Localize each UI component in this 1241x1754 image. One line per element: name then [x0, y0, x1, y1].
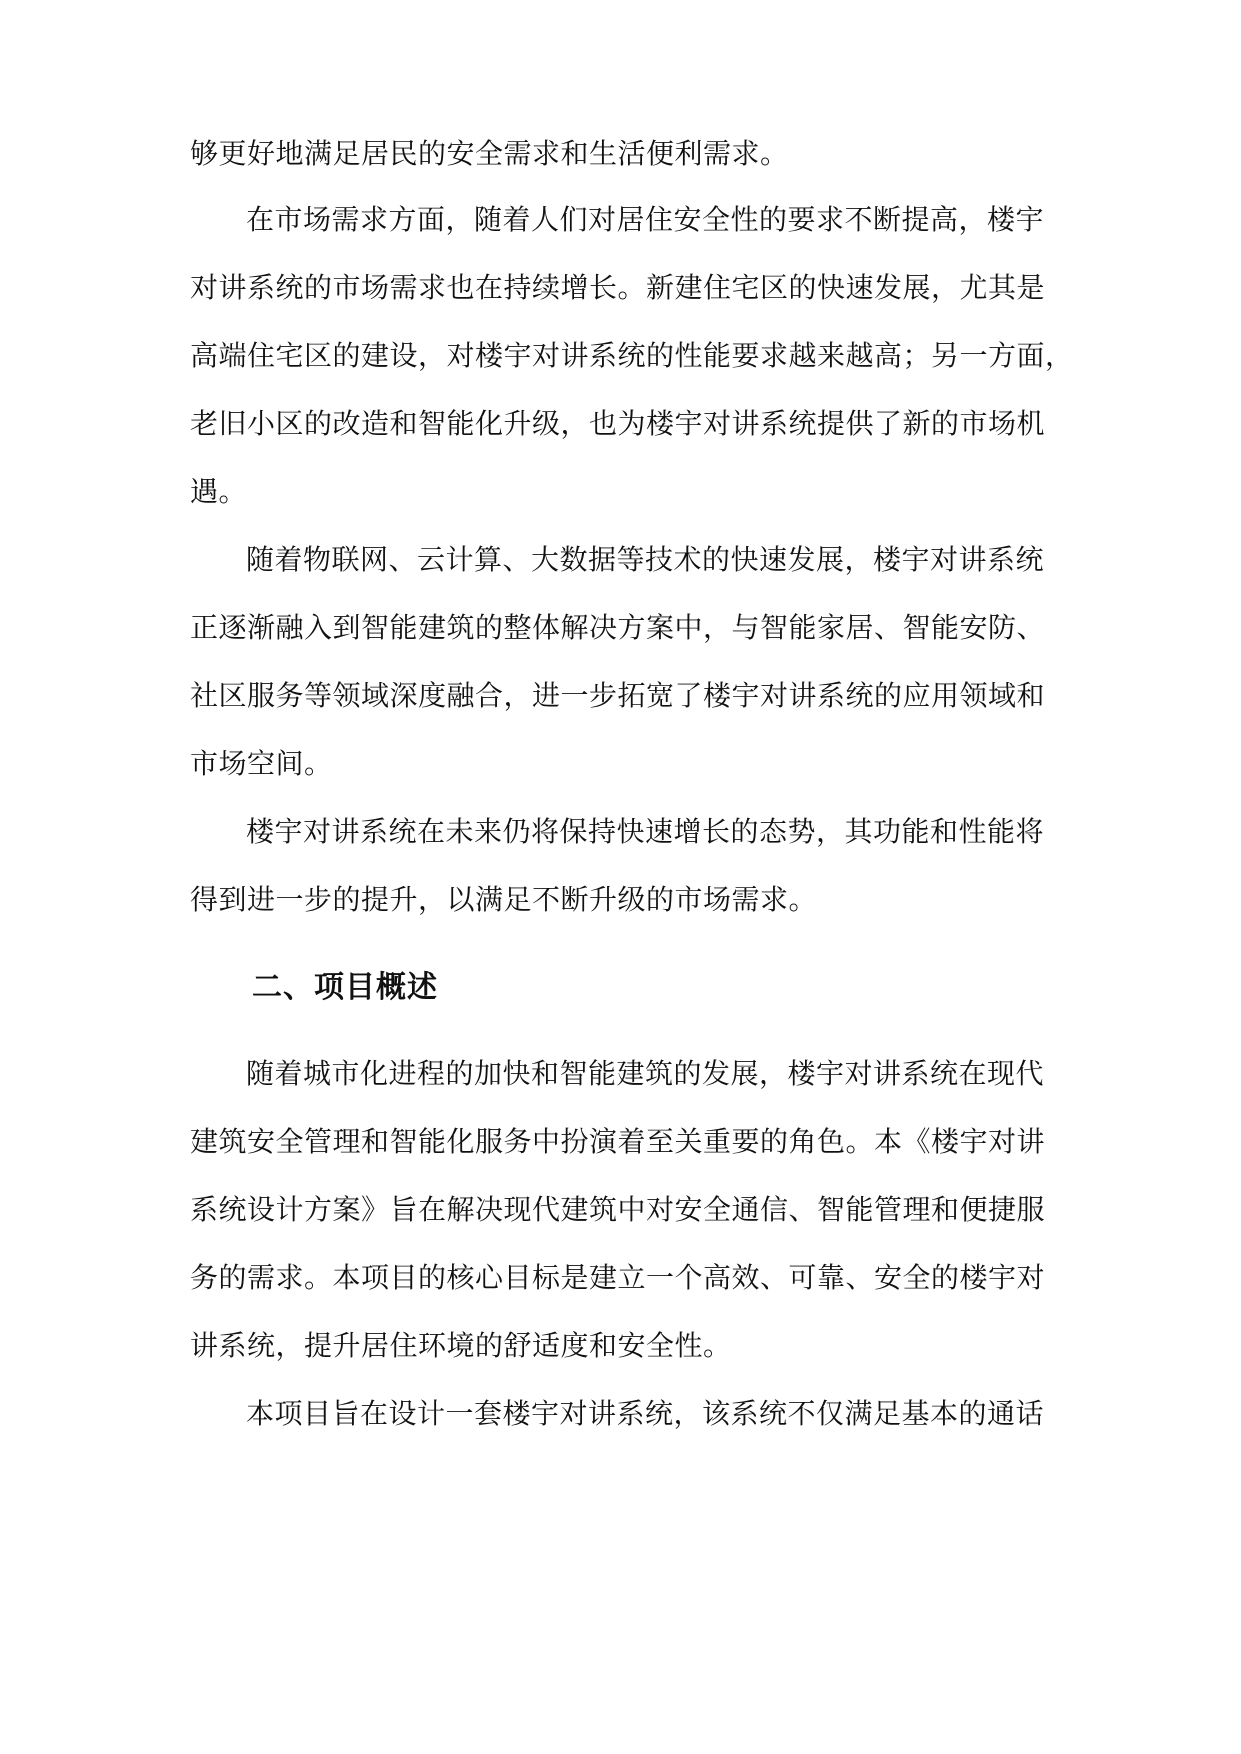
paragraph-line: 系统设计方案》旨在解决现代建筑中对安全通信、智能管理和便捷服: [190, 1193, 1046, 1226]
paragraph-line: 遇。: [190, 475, 248, 508]
paragraph-line: 对讲系统的市场需求也在持续增长。新建住宅区的快速发展，尤其是: [190, 271, 1046, 304]
paragraph-line: 正逐渐融入到智能建筑的整体解决方案中，与智能家居、智能安防、: [190, 611, 1046, 644]
paragraph-line: 老旧小区的改造和智能化升级，也为楼宇对讲系统提供了新的市场机: [190, 407, 1046, 440]
paragraph-line: 社区服务等领域深度融合，进一步拓宽了楼宇对讲系统的应用领域和: [190, 679, 1046, 712]
paragraph-line: 高端住宅区的建设，对楼宇对讲系统的性能要求越来越高；另一方面，: [190, 339, 1074, 372]
paragraph-line: 在市场需求方面，随着人们对居住安全性的要求不断提高，楼宇: [246, 203, 1045, 236]
paragraph-line: 建筑安全管理和智能化服务中扮演着至关重要的角色。本《楼宇对讲: [190, 1125, 1046, 1158]
paragraph-line: 楼宇对讲系统在未来仍将保持快速增长的态势，其功能和性能将: [246, 815, 1045, 848]
section-heading: 二、项目概述: [252, 970, 438, 1005]
paragraph-line: 本项目旨在设计一套楼宇对讲系统，该系统不仅满足基本的通话: [246, 1397, 1045, 1430]
paragraph-line: 随着城市化进程的加快和智能建筑的发展，楼宇对讲系统在现代: [246, 1057, 1045, 1090]
paragraph-line: 务的需求。本项目的核心目标是建立一个高效、可靠、安全的楼宇对: [190, 1261, 1046, 1294]
paragraph-line: 随着物联网、云计算、大数据等技术的快速发展，楼宇对讲系统: [246, 543, 1045, 576]
paragraph-line: 讲系统，提升居住环境的舒适度和安全性。: [190, 1329, 732, 1362]
paragraph-line: 得到进一步的提升，以满足不断升级的市场需求。: [190, 883, 818, 916]
paragraph-line: 够更好地满足居民的安全需求和生活便利需求。: [190, 137, 789, 170]
paragraph-line: 市场空间。: [190, 747, 333, 780]
